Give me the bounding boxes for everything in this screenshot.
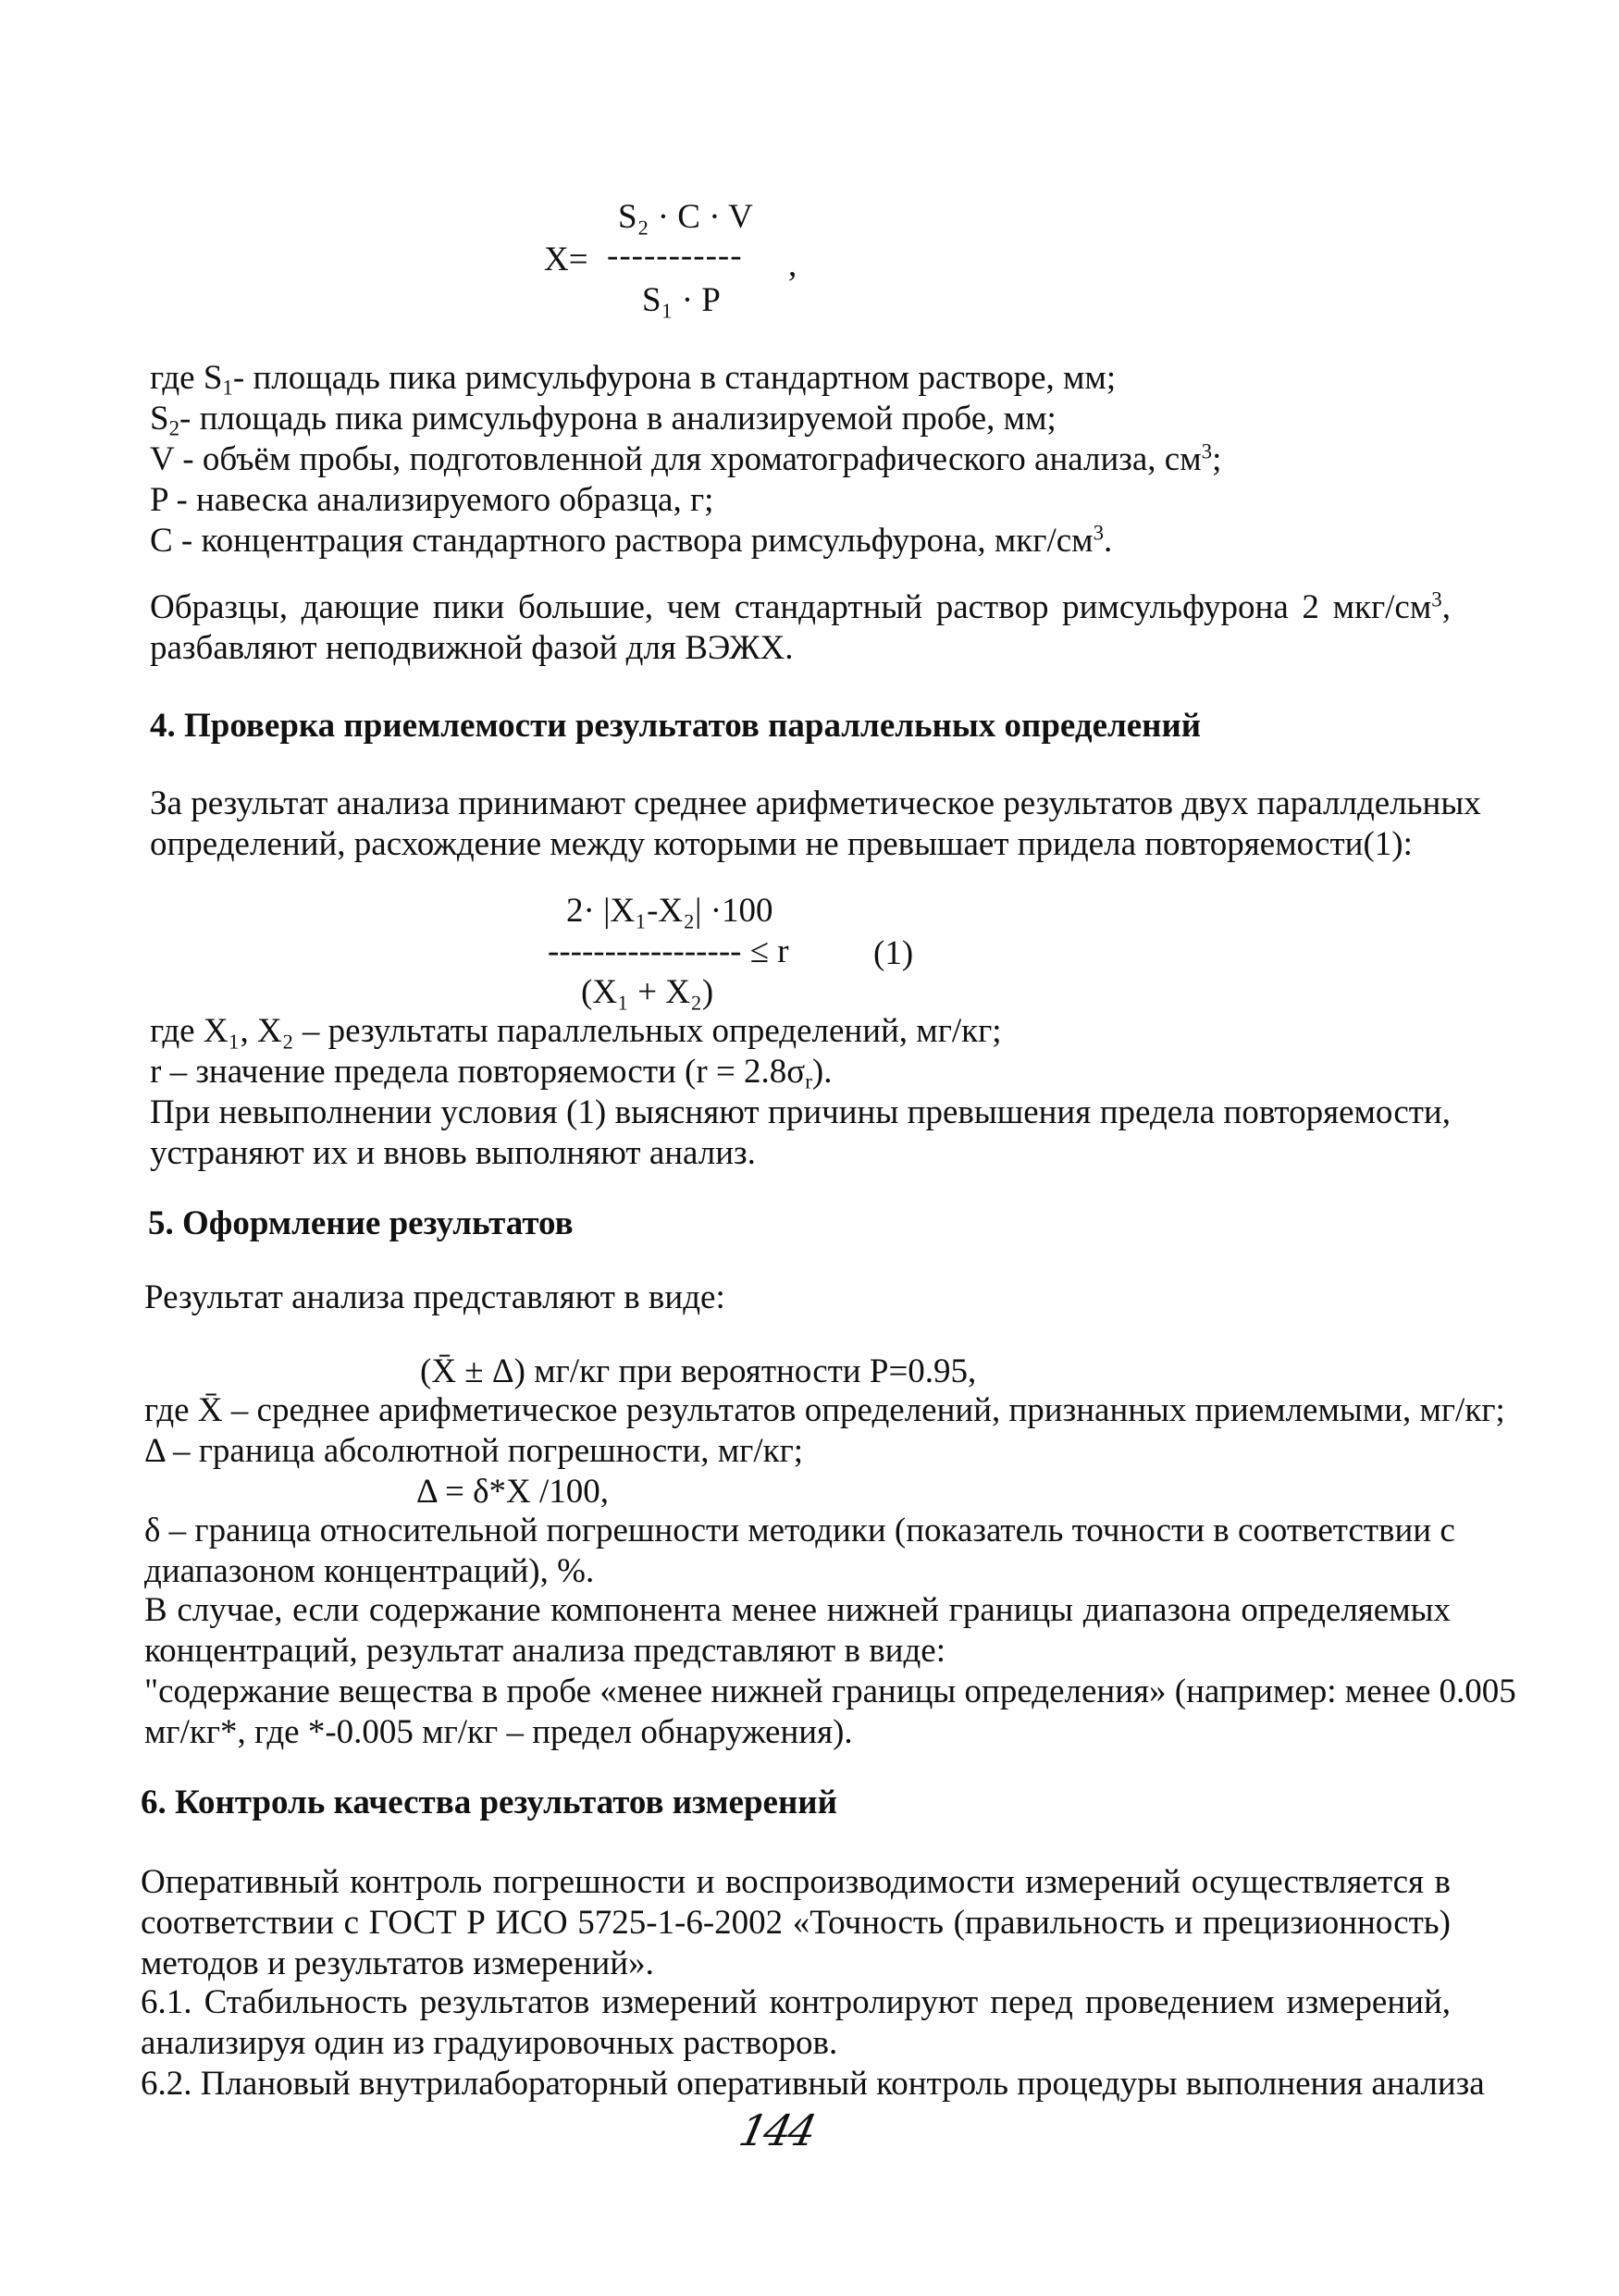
formula-1-number: (1) xyxy=(873,934,914,972)
formula-x-numerator: S₂ · C · V xyxy=(618,198,753,236)
section-4-line-3: При невыполнении условия (1) выясняют причины превышения предела повторяемости, xyxy=(150,1093,1451,1131)
section-5-intro: Результат анализа представляют в виде: xyxy=(144,1278,725,1316)
section-5-line-8: "содержание вещества в пробе «менее нижней границы определения» (например: менее 0.005 xyxy=(144,1673,1516,1710)
section-5-line-3: Δ = δ*X /100, xyxy=(416,1473,610,1511)
section-5-line-4: δ – граница относительной погрешности методики (показатель точности в соответствии с xyxy=(144,1512,1455,1549)
formula-x-fraction-bar: ----------- xyxy=(607,237,743,275)
section-5-line-2: Δ – граница абсолютной погрешности, мг/кг; xyxy=(144,1432,804,1470)
section-6-line-1: Оперативный контроль погрешности и воспроизводимости измерений осуществляется в xyxy=(141,1863,1451,1901)
section-5-heading: 5. Оформление результатов xyxy=(148,1204,574,1242)
definition-p: P - навеска анализируемого образца, г; xyxy=(150,481,714,519)
section-4-line-4: устраняют их и вновь выполняют анализ. xyxy=(150,1134,756,1172)
section-5-line-9: мг/кг*, где *-0.005 мг/кг – предел обнаружения). xyxy=(144,1713,853,1751)
section-4-heading: 4. Проверка приемлемости результатов параллельных определений xyxy=(150,707,1202,745)
formula-x-comma: , xyxy=(788,246,797,284)
dilution-line-1: Образцы, дающие пики большие, чем стандартный раствор римсульфурона 2 мкг/$см^3$, xyxy=(150,587,1451,626)
section-5-line-6: В случае, если содержание компонента менее нижней границы диапазона определяемых xyxy=(144,1591,1451,1629)
section-5-formula: (X̄ ± Δ) мг/кг при вероятности P=0.95, xyxy=(420,1352,977,1390)
definition-v: V - объём пробы, подготовленной для хроматографического анализа, $см^3$; xyxy=(150,439,1222,478)
section-5-line-7: концентраций, результат анализа представляют в виде: xyxy=(144,1632,945,1670)
section-6-heading: 6. Контроль качества результатов измерений xyxy=(141,1784,837,1821)
page-number: 144 xyxy=(735,2105,819,2155)
section-4-def-1: где X₁, X₂ – результаты параллельных определений, мг/кг; xyxy=(150,1012,1002,1050)
definition-c: С - концентрация стандартного раствора римсульфурона, мкг/$см^3$. xyxy=(150,521,1113,560)
formula-1-numerator: 2· |X₁-X₂| ·100 xyxy=(566,892,773,930)
section-5-line-5: диапазоном концентраций), %. xyxy=(144,1552,595,1590)
dilution-line-2: разбавляют неподвижной фазой для ВЭЖХ. xyxy=(150,629,794,667)
formula-1-denominator: (X₁ + X₂) xyxy=(581,973,714,1011)
section-5-line-1: где X̄ – среднее арифметическое результатов определений, признанных приемлемыми, мг/кг; xyxy=(144,1391,1505,1429)
section-6-line-4: 6.1. Стабильность результатов измерений контролируют перед проведением измерений, xyxy=(141,1983,1451,2021)
definition-s2: $S_2-$ площадь пика римсульфурона в анализируемой пробе, мм; xyxy=(150,400,1057,440)
formula-x-denominator: S₁ · P xyxy=(642,281,721,319)
section-6-line-6: 6.2. Плановый внутрилабораторный оперативный контроль процедуры выполнения анализа xyxy=(141,2065,1485,2103)
formula-x-lhs: X= xyxy=(544,241,588,278)
definition-s1: где $S_1-$ площадь пика римсульфурона в стандартном растворе, мм; xyxy=(150,359,1117,400)
formula-1-fraction-bar: ----------------- ≤ r xyxy=(548,932,789,970)
section-6-line-5: анализируя один из градуировочных растворов. xyxy=(141,2024,838,2062)
section-6-line-3: методов и результатов измерений». xyxy=(141,1944,654,1982)
section-4-def-2: r – значение предела повторяемости $(r = 2.8\sigma_r)$. xyxy=(150,1053,833,1093)
section-4-line-2: определений, расхождение между которыми не превышает придела повторяемости(1): xyxy=(150,825,1413,863)
section-4-line-1: За результат анализа принимают среднее арифметическое результатов двух параллдельных xyxy=(150,784,1481,822)
section-6-line-2: соответствии с ГОСТ Р ИСО 5725-1-6-2002 «Точность (правильность и прецизионность) xyxy=(141,1904,1451,1942)
